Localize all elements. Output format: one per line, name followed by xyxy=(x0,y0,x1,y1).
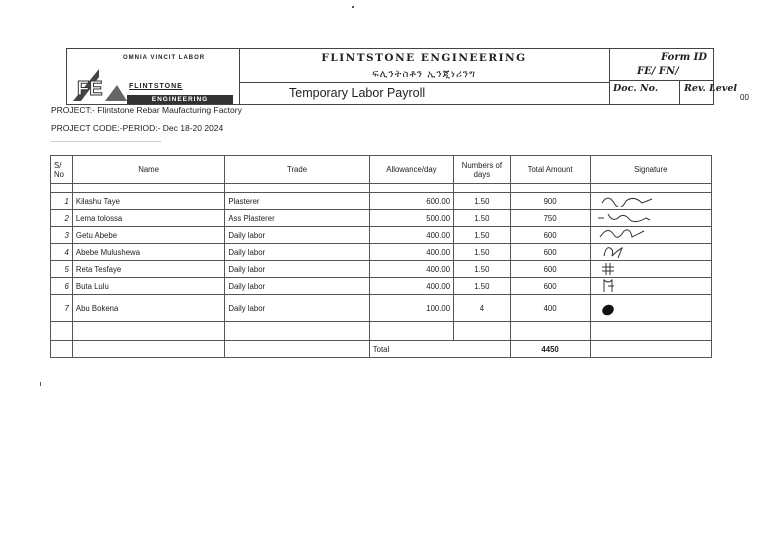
empty-row xyxy=(51,322,712,341)
document-title: Temporary Labor Payroll xyxy=(289,86,426,100)
header-allowance: Allowance/day xyxy=(369,156,453,184)
total-cell: 600 xyxy=(510,261,590,278)
days-cell: 4 xyxy=(454,295,511,322)
days-cell: 1.50 xyxy=(454,261,511,278)
spacer-row xyxy=(51,184,712,193)
allowance-cell: 400.00 xyxy=(369,227,453,244)
doc-no-label: Doc. No. xyxy=(613,83,659,94)
allowance-cell: 400.00 xyxy=(369,261,453,278)
scan-speck xyxy=(352,6,354,8)
logo-cell xyxy=(67,49,240,104)
allowance-cell: 600.00 xyxy=(369,193,453,210)
total-cell: 600 xyxy=(510,244,590,261)
days-cell: 1.50 xyxy=(454,278,511,295)
worker-name: Lema tolossa xyxy=(72,210,224,227)
days-cell: 1.50 xyxy=(454,210,511,227)
worker-name: Getu Abebe xyxy=(72,227,224,244)
total-cell: 600 xyxy=(510,227,590,244)
worker-trade: Daily labor xyxy=(225,261,369,278)
table-row: 7 Abu Bokena Daily labor 100.00 4 400 xyxy=(51,295,712,322)
rev-level-value: 00 xyxy=(740,93,749,102)
total-cell: 750 xyxy=(510,210,590,227)
allowance-cell: 500.00 xyxy=(369,210,453,227)
allowance-cell: 400.00 xyxy=(369,244,453,261)
signature-cell xyxy=(590,244,711,261)
payroll-table xyxy=(50,155,712,358)
worker-trade: Daily labor xyxy=(225,278,369,295)
worker-name: Abu Bokena xyxy=(72,295,224,322)
total-cell: 600 xyxy=(510,278,590,295)
svg-text:FE: FE xyxy=(77,78,103,100)
form-id-label: Form ID xyxy=(661,52,707,63)
signature-cell xyxy=(590,210,711,227)
header-sno: S/ No xyxy=(51,156,73,184)
table-row: 1 Kilashu Taye Plasterer 600.00 1.50 900 xyxy=(51,193,712,210)
faded-rule xyxy=(51,141,161,142)
days-cell: 1.50 xyxy=(454,227,511,244)
days-cell: 1.50 xyxy=(454,193,511,210)
table-row: 4 Abebe Mulushewa Daily labor 400.00 1.50 600 xyxy=(51,244,712,261)
company-name-amharic: ፍሊንትስቶን ኢንጂነሪንግ xyxy=(372,69,476,80)
logo-motto: OMNIA VINCIT LABOR xyxy=(123,55,206,61)
logo-name: FLINTSTONE xyxy=(129,83,183,90)
rev-level-box xyxy=(679,80,768,104)
signature-cell xyxy=(590,193,711,210)
table-row: 6 Buta Lulu Daily labor 400.00 1.50 600 xyxy=(51,278,712,295)
company-logo xyxy=(69,67,129,108)
allowance-cell: 100.00 xyxy=(369,295,453,322)
title-cell xyxy=(239,49,610,104)
worker-name: Reta Tesfaye xyxy=(72,261,224,278)
header-total: Total Amount xyxy=(510,156,590,184)
logo-bar: ENGINEERING xyxy=(127,95,233,104)
project-code-period: PROJECT CODE:-PERIOD:- Dec 18-20 2024 xyxy=(51,123,224,133)
total-cell: 400 xyxy=(510,295,590,322)
worker-name: Kilashu Taye xyxy=(72,193,224,210)
worker-trade: Daily labor xyxy=(225,295,369,322)
days-cell: 1.50 xyxy=(454,244,511,261)
document-header xyxy=(66,48,749,105)
header-days: Numbers of days xyxy=(454,156,511,184)
grand-total: 4450 xyxy=(510,341,590,358)
allowance-cell: 400.00 xyxy=(369,278,453,295)
worker-trade: Plasterer xyxy=(225,193,369,210)
project-name: PROJECT:- Flintstone Rebar Maufacturing Factory xyxy=(51,105,242,115)
divider xyxy=(239,82,609,83)
header-trade: Trade xyxy=(225,156,369,184)
signature-cell xyxy=(590,261,711,278)
total-cell: 900 xyxy=(510,193,590,210)
form-info-cell xyxy=(609,49,749,104)
worker-name: Buta Lulu xyxy=(72,278,224,295)
signature-cell xyxy=(590,227,711,244)
scan-speck xyxy=(40,382,41,386)
total-label: Total xyxy=(369,341,510,358)
worker-trade: Daily labor xyxy=(225,227,369,244)
total-row xyxy=(51,341,712,358)
header-signature: Signature xyxy=(590,156,711,184)
rev-level-label: Rev. Level xyxy=(684,83,738,94)
table-row: 5 Reta Tesfaye Daily labor 400.00 1.50 600 xyxy=(51,261,712,278)
header-name: Name xyxy=(72,156,224,184)
company-name: FLINTSTONE ENGINEERING xyxy=(321,52,527,64)
table-row: 2 Lema tolossa Ass Plasterer 500.00 1.50 750 xyxy=(51,210,712,227)
table-header-row xyxy=(51,156,712,184)
worker-name: Abebe Mulushewa xyxy=(72,244,224,261)
signature-cell xyxy=(590,278,711,295)
worker-trade: Daily labor xyxy=(225,244,369,261)
worker-trade: Ass Plasterer xyxy=(225,210,369,227)
form-id-value: FE/ FN/ xyxy=(637,66,679,77)
signature-cell xyxy=(590,295,711,322)
table-row: 3 Getu Abebe Daily labor 400.00 1.50 600 xyxy=(51,227,712,244)
